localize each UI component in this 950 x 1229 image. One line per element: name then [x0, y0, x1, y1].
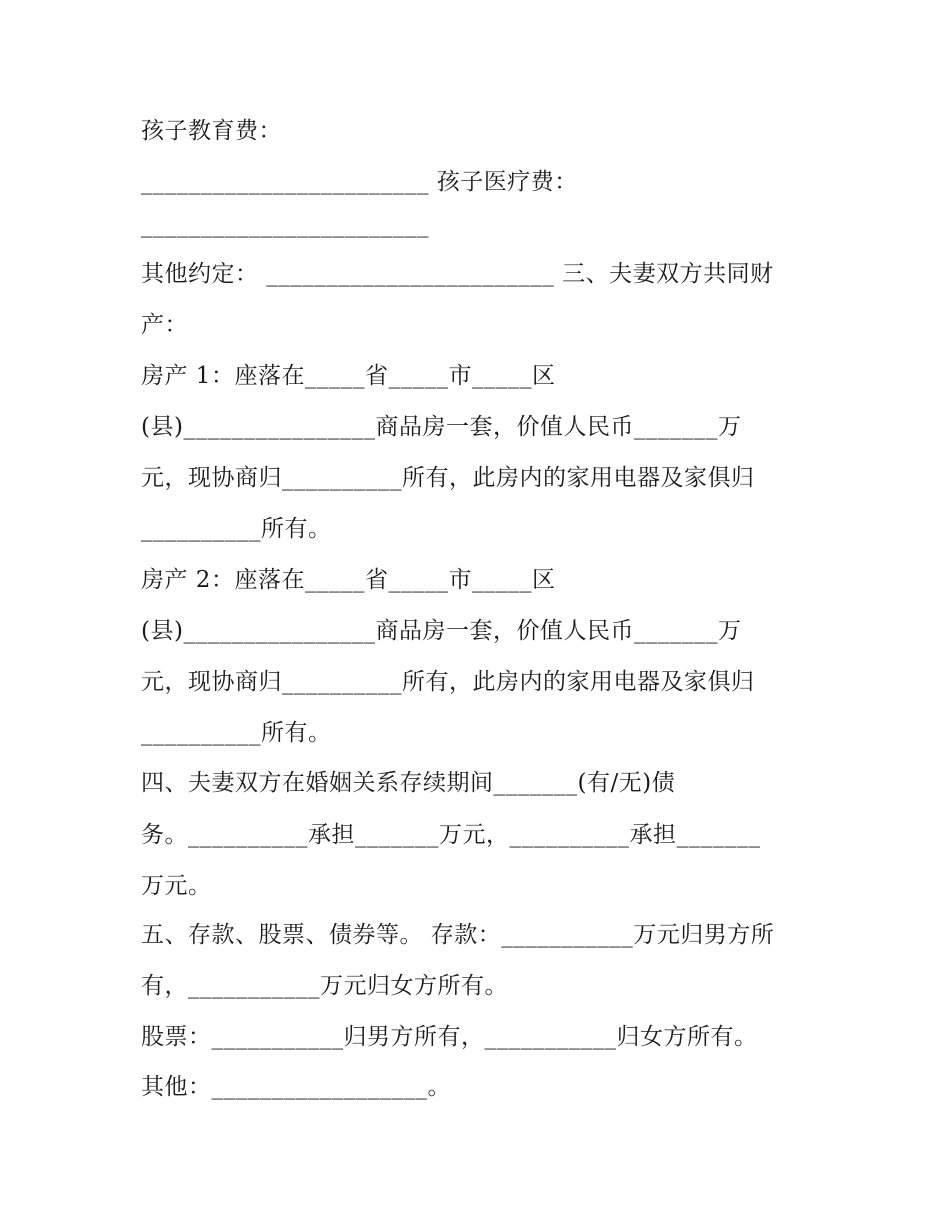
text-line: __________所有。: [141, 516, 332, 542]
text-line: (县)________________商品房一套，价值人民币_______万: [141, 618, 742, 644]
text-line: __________所有。: [141, 720, 332, 746]
text-line: 房产 2：座落在_____省_____市_____区: [141, 567, 556, 593]
text-line: 务。__________承担_______万元，__________承担_______: [141, 822, 761, 848]
text-line: 孩子教育费：: [141, 118, 282, 144]
text-line: 股票：___________归男方所有，___________归女方所有。: [141, 1024, 758, 1050]
text-line: 其他约定： ________________________ 三、夫妻双方共同财: [141, 261, 774, 287]
text-line: ________________________ 孩子医疗费：: [141, 169, 578, 195]
text-line: 其他：__________________。: [141, 1074, 451, 1100]
text-line: (县)________________商品房一套，价值人民币_______万: [141, 414, 742, 440]
text-line: ________________________: [141, 212, 429, 238]
text-line: 五、存款、股票、债券等。 存款：___________万元归男方所: [141, 922, 775, 948]
text-line: 元，现协商归__________所有，此房内的家用电器及家俱归: [141, 465, 755, 491]
text-line: 房产 1：座落在_____省_____市_____区: [141, 363, 556, 389]
text-line: 产：: [141, 312, 188, 338]
text-line: 元，现协商归__________所有，此房内的家用电器及家俱归: [141, 669, 755, 695]
text-line: 有，___________万元归女方所有。: [141, 973, 508, 999]
text-line: 四、夫妻双方在婚姻关系存续期间_______(有/无)债: [141, 770, 676, 796]
text-line: 万元。: [141, 873, 212, 899]
